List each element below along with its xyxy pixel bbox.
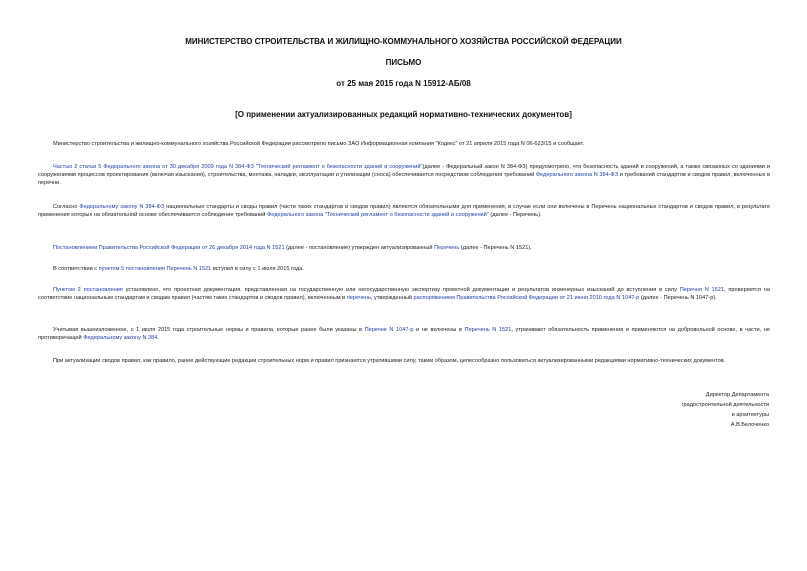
document-subject: [О применении актуализированных редакций нормативно-технических документов]	[235, 110, 572, 119]
law-article-link[interactable]: Частью 2 статьи 5 Федерального закона от 30 декабря 2009 года N 384-ФЗ "Технический регламент о безопасности зданий и сооружений"	[53, 164, 423, 170]
paragraph-text: установлено, что проектная документация, представленная на государственную или негосударственную экспертизу проектной документации и результатов инженерных изысканий до вступления в силу	[122, 287, 680, 293]
paragraph-text: и требований стандартов и сводов правил, включенных в перечни.	[38, 172, 770, 186]
paragraph-text: (далее - Перечень).	[488, 212, 542, 218]
federal-law-link[interactable]: Федеральному закону N 384-ФЗ	[79, 204, 165, 210]
resolution-clause-link[interactable]: Пунктом 2 постановления	[53, 287, 123, 293]
paragraph-text: В соответствии с	[53, 266, 99, 272]
paragraph-text: и не включены в	[413, 327, 465, 333]
paragraph-conclusion	[38, 326, 770, 342]
resolution-clause-link[interactable]: пунктом 5 постановления Перечень N 1521	[98, 266, 212, 272]
paragraph-text: (далее - Перечень N 1521).	[459, 245, 532, 251]
signer-name: А.В.Белоченко	[730, 422, 769, 428]
paragraph-text: Учитывая вышеизложенное, с 1 июля 2015 года строительные нормы и правила, которые ранее были указаны в	[53, 327, 365, 333]
signer-department: градостроительной деятельности	[681, 402, 769, 408]
signer-department-cont: и архитектуры	[731, 412, 769, 418]
list-1521-link[interactable]: Перечень N 1521	[464, 327, 512, 333]
signature-block	[681, 390, 769, 430]
paragraph-text: , утвержденный	[370, 295, 414, 301]
order-1047-link[interactable]: распоряжением Правительства Российской Федерации от 21 июня 2010 года N 1047-р	[413, 295, 640, 301]
paragraph-effective-date	[38, 265, 770, 273]
paragraph-standards	[38, 203, 770, 219]
paragraph-text: При актуализации сводов правил, как правило, ранее действующие редакции строительных норм и правил признаются утратившими силу, таким образом, целесообразно пользоваться актуализированными редакциями нормативно-технических документов.	[53, 358, 726, 364]
document-date-number: от 25 мая 2015 года N 15912-АБ/08	[336, 79, 471, 88]
paragraph-text: , утрачивают обязательность применения и применяются на добровольной основе, в части, не противоречащей	[38, 327, 770, 341]
list-link[interactable]: Перечень	[434, 245, 460, 251]
issuer-heading: МИНИСТЕРСТВО СТРОИТЕЛЬСТВА И ЖИЛИЩНО-КОММУНАЛЬНОГО ХОЗЯЙСТВА РОССИЙСКОЙ ФЕДЕРАЦИИ	[185, 37, 622, 46]
paragraph-text: , проверяется на соответствие национальным стандартам и сводам правил (частям таких стандартов и сводов правил), включенным в	[38, 287, 770, 301]
paragraph-expertise	[38, 286, 770, 302]
document-type: ПИСЬМО	[385, 58, 422, 67]
paragraph-text: (далее - Федеральный закон N 384-ФЗ) предусмотрено, что безопасность зданий и сооружений, а также связанных со зданиями и сооружениями процессов проектирования (включая изыскания), строительства, монтажа, наладки, эксплуатации и утилизации (сноса) обеспечивается посредством соблюдения требований	[38, 164, 770, 178]
list-1521-link[interactable]: Перечня N 1521	[679, 287, 724, 293]
paragraph-text: Министерство строительства и жилищно-коммунального хозяйства Российской Федерации рассмотрело письмо ЗАО Информационная компания "Кодекс" от 21 апреля 2015 года N 06-623/15 и сообщает.	[53, 141, 585, 147]
paragraph-resolution	[38, 244, 770, 252]
paragraph-text: вступил в силу с 1 июля 2015 года.	[211, 266, 304, 272]
paragraph-text: Согласно	[53, 204, 80, 210]
paragraph-law-basis	[38, 163, 770, 187]
tech-regulation-link[interactable]: Федерального закона "Технический регламент о безопасности зданий и сооружений"	[266, 212, 489, 218]
paragraph-text: (далее - постановление) утвержден актуализированный	[284, 245, 435, 251]
paragraph-recommendation	[38, 357, 770, 365]
signer-position: Директор Департамента	[705, 392, 769, 398]
paragraph-text: .	[157, 335, 159, 341]
federal-law-link[interactable]: Федеральному закону N 384	[83, 335, 158, 341]
paragraph-text: (далее - Перечень N 1047-р).	[639, 295, 717, 301]
paragraph-intro	[38, 140, 770, 148]
paragraph-text: национальные стандарты и своды правил (части таких стандартов и сводов правил) являются обязательными для применения, в случае если они включены в Перечень национальных стандартов и сводов правил, в результате применения которых на обязательной основе обеспечивается соблюдение требований	[38, 204, 770, 218]
federal-law-link[interactable]: Федерального закона N 384-ФЗ	[535, 172, 619, 178]
list-1047-link[interactable]: Перечне N 1047-р	[364, 327, 414, 333]
list-link[interactable]: перечень	[346, 295, 371, 301]
resolution-link[interactable]: Постановлением Правительства Российской Федерации от 26 декабря 2014 года N 1521	[53, 245, 285, 251]
